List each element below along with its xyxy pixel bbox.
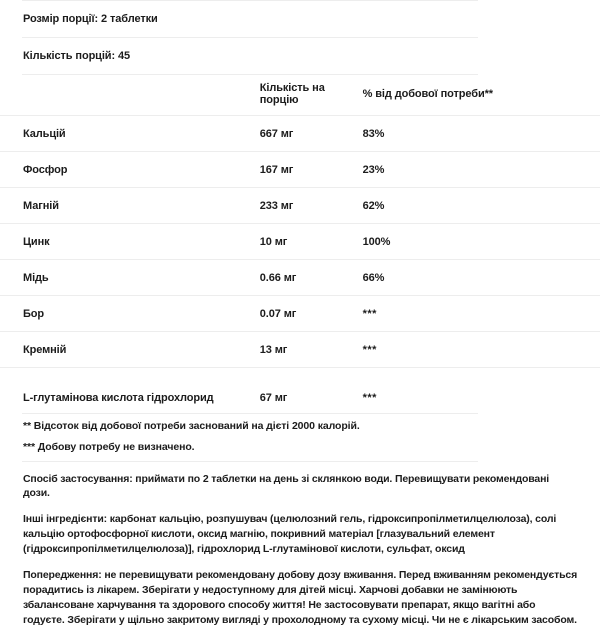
table-row <box>0 224 600 260</box>
nutrient-name: Кальцій <box>0 116 260 152</box>
nutrient-amount: 13 мг <box>260 332 363 368</box>
dv-not-established-marker: *** <box>362 343 377 356</box>
table-row <box>0 332 600 368</box>
nutrient-name: L-глутамінова кислота гідрохлорид <box>0 368 260 413</box>
header-nutrient-name <box>0 75 260 116</box>
row-padding-cell <box>481 296 600 332</box>
nutrient-amount: 10 мг <box>260 224 363 260</box>
row-padding-cell <box>481 116 600 152</box>
nutrient-amount: 667 мг <box>260 116 363 152</box>
dv-not-established-marker: *** <box>362 307 377 320</box>
nutrient-amount: 233 мг <box>260 188 363 224</box>
row-padding-cell <box>481 188 600 224</box>
row-padding-cell <box>481 152 600 188</box>
table-row <box>0 368 600 413</box>
warning-paragraph: Попередження: не перевищувати рекомендовану добову дозу вживання. Перед вживанням рекомендується порадитись із лікарем. Зберігати у недоступному для дітей місці. Харчові добавки не замінюють збалансоване харчування та здорового способу життя! Не застосовувати препарат, якщо вагітні або годуєте. Зберігати у щільно закритому вигляді у прохолодному та сухому місці. Чи не є лікарським засобом. <box>23 569 578 626</box>
nutrient-name: Магній <box>0 188 260 224</box>
serving-size-row <box>0 1 600 37</box>
table-row <box>0 296 600 332</box>
servings-per-container-label: Кількість порцій: 45 <box>23 49 131 62</box>
nutrient-daily-value: 83% <box>363 116 482 152</box>
nutrient-daily-value: 100% <box>363 224 482 260</box>
dv-not-established-marker: *** <box>362 391 377 404</box>
nutrient-name: Кремній <box>0 332 260 368</box>
table-row <box>0 116 600 152</box>
row-padding-cell <box>481 224 600 260</box>
nutrient-daily-value: 23% <box>363 152 482 188</box>
nutrient-amount: 0.66 мг <box>260 260 363 296</box>
nutrient-name: Цинк <box>0 224 260 260</box>
other-ingredients-paragraph: Інші інгредієнти: карбонат кальцію, розпушувач (целюлозний гель, гідроксипропілметилцелюлоза), солі кальцію ортофосфорної кислоти, оксид магнію, покривний матеріал [глазувальний елемент (гідроксипропілметилцелюлоза)], гідрохлорид L-глутамінової кислоти, сульфат, оксид <box>23 513 557 556</box>
nutrient-name: Мідь <box>0 260 260 296</box>
paragraph-spacer <box>0 462 600 472</box>
footnote-dv-not-established: *** Добову потребу не визначено. <box>23 441 195 453</box>
footnote-daily-value-basis: ** Відсоток від добової потреби заснований на дієті 2000 калорій. <box>23 419 360 432</box>
header-amount-per-serving: Кількість на порцію <box>259 82 325 106</box>
nutrient-amount: 67 мг <box>260 368 363 413</box>
row-padding-cell <box>481 368 600 413</box>
information-section <box>0 472 600 628</box>
footnotes-section <box>0 414 600 453</box>
nutrient-daily-value <box>363 368 482 413</box>
nutrient-daily-value <box>363 296 482 332</box>
nutrition-table <box>0 75 600 413</box>
header-daily-value: % від добової потреби** <box>362 88 493 100</box>
directions-paragraph: Спосіб застосування: приймати по 2 таблетки на день зі склянкою води. Перевищувати рекомендовані дози. <box>23 472 550 500</box>
table-row <box>0 152 600 188</box>
nutrition-table-head <box>0 75 600 116</box>
nutrient-amount: 167 мг <box>260 152 363 188</box>
nutrition-table-body <box>0 116 600 413</box>
table-header-row <box>0 75 600 116</box>
table-row <box>0 260 600 296</box>
row-padding-cell <box>481 332 600 368</box>
servings-per-container-row <box>0 38 600 74</box>
nutrient-name: Фосфор <box>0 152 260 188</box>
nutrient-daily-value: 62% <box>363 188 482 224</box>
nutrient-daily-value <box>363 332 482 368</box>
nutrient-daily-value: 66% <box>363 260 482 296</box>
row-padding-cell <box>481 260 600 296</box>
table-row <box>0 188 600 224</box>
nutrient-amount: 0.07 мг <box>260 296 363 332</box>
serving-size-label: Розмір порції: 2 таблетки <box>23 12 158 25</box>
footnote-spacer <box>0 453 600 461</box>
nutrient-name: Бор <box>0 296 260 332</box>
